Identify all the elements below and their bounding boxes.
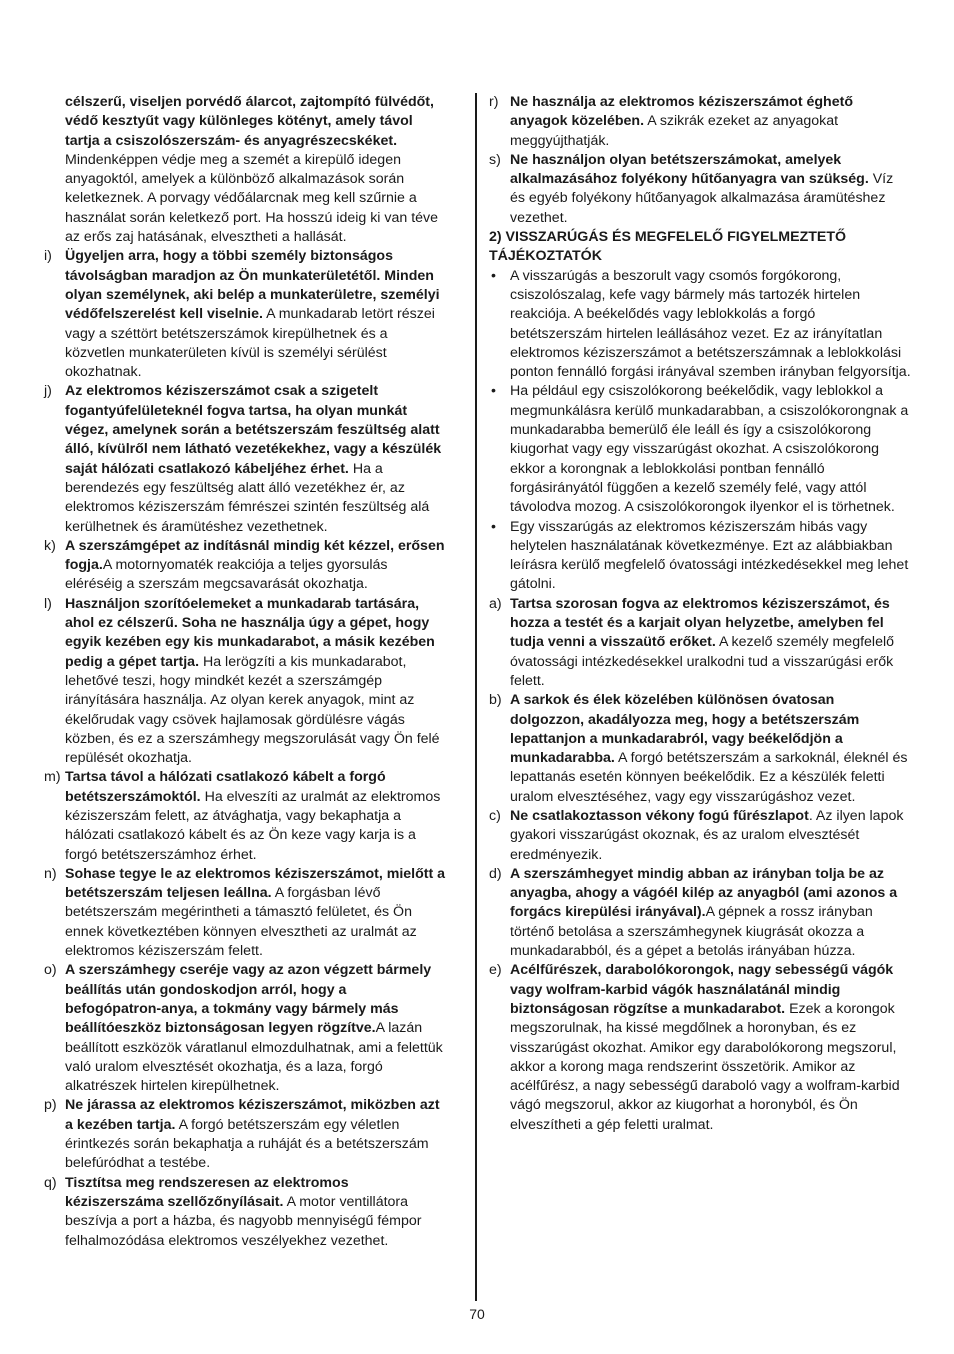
item-m	[44, 768, 446, 864]
item-r	[489, 93, 911, 151]
item-text: A forgó betétszerszám egy véletlen érintkezés során bekaphatja a ruháját és a betétszerszám belefúródhat a testébe.	[65, 1116, 429, 1172]
item-text: A munkadarab letört részei vagy a széttört betétszerszámok kirepülhetnek és a közvetlen munkaterületen kívül is személyi sérülést okozhatnak.	[65, 306, 435, 381]
item-text: A forgásban lévő betétszerszám megérintheti a támasztó felületet, és Ön ennek következtében könnyen elvesztheti az uralmát az elektromos kéziszerszám felett.	[65, 885, 417, 960]
page-number: 70	[469, 1306, 485, 1322]
item-k	[44, 537, 446, 595]
left-column	[44, 93, 446, 1251]
item-text: A kezelő személy megfelelő óvatossági intézkedésekkel uralkodni tud a visszarúgási erők felett.	[510, 634, 895, 689]
item-i	[44, 247, 446, 382]
item-s	[489, 151, 911, 228]
item-marker: o)	[44, 962, 57, 979]
item-bold-text: Ne csatlakoztasson vékony fogú fűrészlapot	[510, 807, 809, 824]
item-bold-text: Az elektromos kéziszerszámot csak a szigetelt fogantyúfelületeknél fogva tartsa, ha olyan munkát végez, amelynek során a betétszerszám feszültség alatt álló, kívülről nem látható vezetékekhez, vagy a készülék saját hálózati csatlakozó kábeljéhez érhet.	[65, 383, 442, 477]
item-bold-text: Tartsa távol a hálózati csatlakozó kábelt a forgó betétszerszámoktól.	[65, 769, 386, 805]
column-divider	[475, 93, 477, 1301]
item-o	[44, 961, 446, 1096]
item-marker: s)	[489, 151, 501, 168]
item-marker: l)	[44, 595, 52, 612]
item-text: Ha például egy csiszolókorong beékelődik, vagy leblokkol a megmunkálásra kerülő munkadarabban, a csiszolókorongnak a munkadarabba bemerülő éle leáll és így a csiszolókorong kiugorhat vagy egy visszarúgást okozhat. A csiszolókorong ekkor a korongnak a leblokkolási pontban fennálló forgásirányától függően a kezelő személy felé, vagy attól távolodva mozog. A csiszolókorongok ilyenkor el is törhetnek.	[510, 383, 909, 516]
item-text: Ha elveszíti az uralmát az elektromos kéziszerszám felett, az átvághatja, vagy bekaphatja a hálózati csatlakozó kábelt és az Ön keze vagy karja is a forgó betétszerszámhoz érhet.	[65, 788, 441, 863]
right-column	[489, 93, 911, 1135]
item-bold-text: Tisztítsa meg rendszeresen az elektromos kéziszerszáma szellőzőnyílásait.	[65, 1174, 349, 1210]
item-bold-text: célszerű, viseljen porvédő álarcot, zajtompító fülvédőt, védő kesztyűt vagy különleges kötényt, amely távol tartja a csiszolószerszám- és anyagrészecskéket.	[65, 94, 434, 149]
item-n	[44, 865, 446, 961]
item-text: . Az ilyen lapok gyakori visszarúgást okoznak, és az uralom elvesztését eredményezik.	[510, 807, 904, 863]
item-text: Egy visszarúgás az elektromos kéziszerszám hibás vagy helytelen használatának következménye. Ezt az alábbiakban leírásra kerülő megfelelő óvatossági intézkedésekkel meg lehet gátolni.	[510, 518, 909, 593]
item-d	[489, 865, 911, 961]
item-marker: j)	[44, 383, 52, 400]
item-text: A szikrák ezeket az anyagokat meggyújthatják.	[510, 113, 839, 149]
item-text: A visszarúgás a beszorult vagy csomós forgókorong, csiszolószalag, kefe vagy bármely más tartozék hirtelen reakciója. A beékelődés vagy leblokkolás a forgó betétszerszám hirtelen leállásához vezet. Ez az irányítatlan elektromos kéziszerszámot a betétszerszámnak a leblokkolási ponton fennálló forgási irányával szemben irányban felgyorsítja.	[510, 267, 911, 381]
item-text: A motornyomaték reakciója a teljes gyorsulás eléréséig a szerszám megcsavarását okozhatja.	[65, 557, 388, 593]
item-c	[489, 807, 911, 865]
item-marker: c)	[489, 807, 501, 824]
continued-paragraph	[44, 93, 446, 247]
item-bold-text: Ne használjon olyan betétszerszámokat, amelyek alkalmazásához folyékony hűtőanyagra van szükség.	[510, 151, 869, 188]
item-marker: n)	[44, 865, 57, 882]
item-l	[44, 595, 446, 769]
bullet-item	[489, 382, 911, 517]
item-bold-text: Acélfűrészek, darabolókorongok, nagy sebességű vágók vagy wolfram-karbid vágók használatánál mindig biztonságosan rögzítse a munkadarabot.	[510, 962, 894, 1017]
item-marker: d)	[489, 865, 502, 882]
item-marker: i)	[44, 248, 52, 265]
item-text: Ezek a korongok megszorulnak, ha kissé megdőlnek a horonyban, és ez visszarúgást okozhat. Amikor egy darabolókorong megszorul, akkor a korong maga rendszerint összetörik. Amikor az acélfűrész, a nagy sebességű daraboló vagy a wolfram-karbid vágó megszorul, akkor az kiugorhat a horonyból, és Ön elveszítheti a gép feletti uralmat.	[510, 1000, 900, 1133]
bullet-item	[489, 267, 911, 383]
item-a	[489, 595, 911, 691]
item-bold-text: Tartsa szorosan fogva az elektromos kéziszerszámot, és hozza a testét és a karjait olyan helyzetbe, amelyben fel tudja venni a visszaütő erőket.	[510, 595, 890, 651]
item-text: A gépnek a rossz irányban történő betolása a szerszámhegynek kiugrását okozza a munkadarabból, és a gépet a betolás irányában húzza.	[510, 904, 873, 960]
bullet-item	[489, 518, 911, 595]
item-p	[44, 1096, 446, 1173]
bullet-icon: •	[491, 518, 496, 535]
bullet-icon: •	[491, 383, 496, 400]
item-bold-text: A szerszámhegy cseréje vagy az azon végzett bármely beállítás után gondoskodjon arról, hogy a befogópatron-anya, a tokmány vagy bármely más beállítóeszköz biztonságosan legyen rögzítve.	[65, 962, 432, 1037]
item-marker: a)	[489, 595, 502, 612]
item-marker: b)	[489, 692, 502, 709]
item-marker: q)	[44, 1174, 57, 1191]
item-marker: e)	[489, 962, 502, 979]
item-text: Ha a berendezés egy feszültség alatt álló vezetékhez ér, az elektromos kéziszerszám fémrészei szintén feszültség alá kerülhetnek és áramütéshez vezethetnek.	[65, 460, 430, 535]
item-marker: p)	[44, 1097, 57, 1114]
item-bold-text: A szerszámhegyet mindig abban az irányban tolja be az anyagba, ahogy a vágóél kilép az anyagból (ami azonos a forgács kirepülési irányával).	[510, 865, 898, 921]
item-text: A forgó betétszerszám a sarkoknál, éleknél és lepattanás esetén könnyen beékelődik. Ez a készülék feletti uralom elvesztéséhez, vagy egy visszarúgáshoz vezet.	[510, 750, 908, 805]
bullet-icon: •	[491, 267, 496, 284]
item-marker: m)	[44, 769, 61, 786]
item-bold-text: Sohase tegye le az elektromos kéziszerszámot, mielőtt a betétszerszám teljesen leállna.	[65, 865, 446, 902]
item-marker: k)	[44, 537, 56, 554]
item-bold-text: Ne járassa az elektromos kéziszerszámot, miközben azt a kezében tartja.	[65, 1097, 440, 1133]
item-b	[489, 691, 911, 807]
item-text: A lazán beállított eszközök váratlanul elmozdulhatnak, ami a felettük való uralom elvesztését okozhatja, és a laza, forgó alkatrészek hirtelen kirepülhetnek.	[65, 1020, 443, 1095]
item-bold-text: A szerszámgépet az indításnál mindig két kézzel, erősen fogja.	[65, 537, 445, 574]
item-j	[44, 382, 446, 536]
section-heading: 2) VISSZARÚGÁS ÉS MEGFELELŐ FIGYELMEZTETŐ TÁJÉKOZTATÓK	[489, 229, 847, 265]
item-text: Ha lerögzíti a kis munkadarabot, lehetővé teszi, hogy mindkét kezét a szerszámgép irányítására használja. Az olyan kerek anyagok, mint az ékelőrudak vagy csövek hajlamosak gördülésre vágás közben, és ez a szerszámhegy megszorulását vagy Ön felé repülését okozhatja.	[65, 653, 440, 767]
item-e	[489, 961, 911, 1135]
item-marker: r)	[489, 94, 499, 110]
item-q	[44, 1174, 446, 1251]
item-bold-text: Ügyeljen arra, hogy a többi személy biztonságos távolságban maradjon az Ön munkaterületétől. Minden olyan személynek, aki belép a munkaterületre, személyi védőfelszerelést kell viselnie.	[65, 248, 440, 323]
item-text: Mindenképpen védje meg a szemét a kirepülő idegen anyagoktól, amelyek a különböző alkalmazások során keletkeznek. A porvagy védőálarcnak meg kell szűrnie a használat során keletkező port. Ha hosszú ideig ki van téve az erős zaj hatásának, elvesztheti a hallását.	[65, 151, 439, 246]
item-text: A motor ventillátora beszívja a port a házba, és nagyobb mennyiségű fémpor felhalmozódása elektromos veszélyekhez vezethet.	[65, 1193, 422, 1249]
item-bold-text: A sarkok és élek közelében különösen óvatosan dolgozzon, akadályozza meg, hogy a betétszerszám lepattanjon a munkadarabról, vagy beékelődjön a munkadarabba.	[510, 692, 860, 767]
item-bold-text: Ne használja az elektromos kéziszerszámot éghető anyagok közelében.	[510, 94, 853, 130]
item-text: Víz és egyéb folyékony hűtőanyagok alkalmazása áramütéshez vezethet.	[510, 171, 894, 226]
item-bold-text: Használjon szorítóelemeket a munkadarab tartására, ahol ez célszerű. Soha ne használja úgy a gépet, hogy egyik kezében egy kis munkadarabot, a másik kezében pedig a gépet tartja.	[65, 595, 435, 670]
